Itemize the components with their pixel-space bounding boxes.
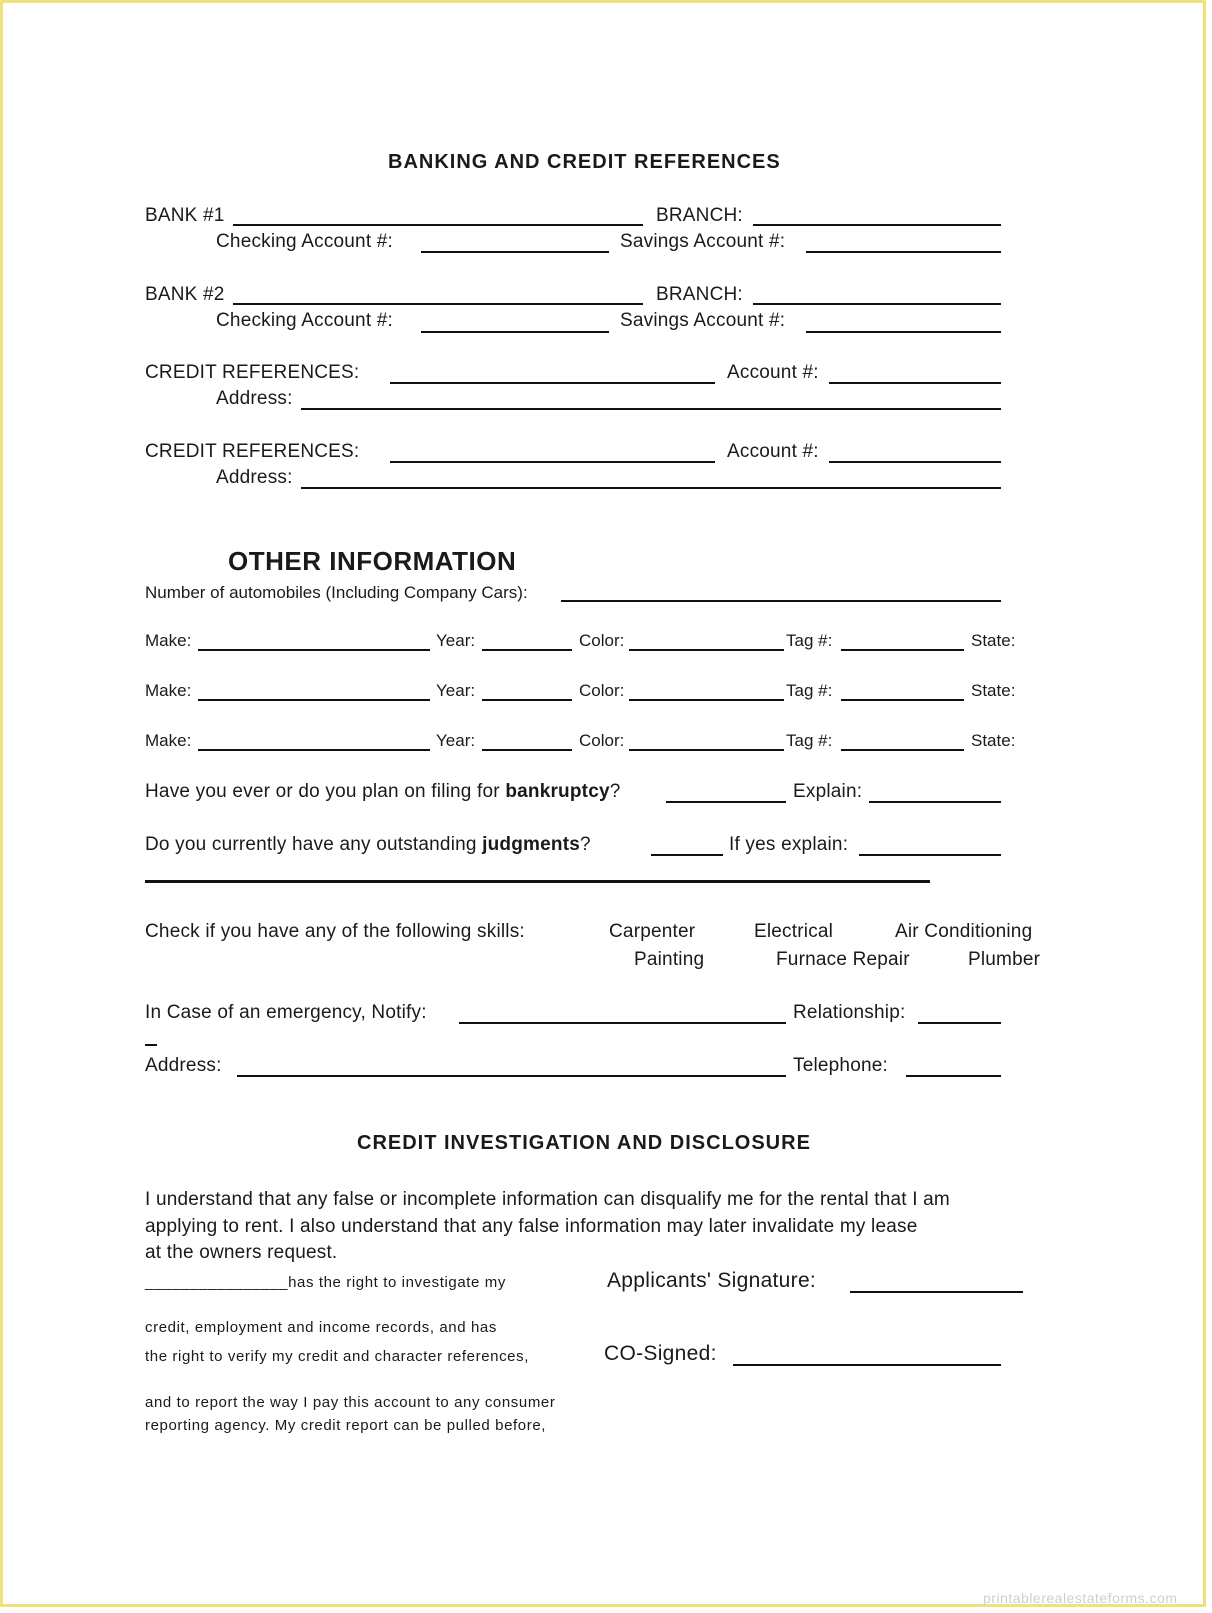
tag1-field[interactable] <box>841 649 964 651</box>
account1-label: Account #: <box>727 362 819 383</box>
color3-field[interactable] <box>629 749 784 751</box>
address2-label: Address: <box>216 467 293 488</box>
skill-electrical[interactable]: Electrical <box>754 921 834 942</box>
disclosure-para-line2: applying to rent. I also understand that any false information may later invalidate my lease <box>145 1216 918 1237</box>
automobiles-label: Number of automobiles (Including Company Cars): <box>145 583 528 602</box>
savings1-field[interactable] <box>806 251 1001 253</box>
judgments-explain-field[interactable] <box>145 880 930 883</box>
year1-label: Year: <box>436 631 476 650</box>
skills-label: Check if you have any of the following skills: <box>145 921 525 942</box>
color2-field[interactable] <box>629 699 784 701</box>
savings1-label: Savings Account #: <box>620 231 786 252</box>
savings2-label: Savings Account #: <box>620 310 786 331</box>
skill-carpenter[interactable]: Carpenter <box>609 921 696 942</box>
disclosure-small-line2: credit, employment and income records, and has <box>145 1319 497 1336</box>
other-info-title: OTHER INFORMATION <box>228 546 517 576</box>
state1-label: State: <box>971 631 1016 650</box>
account2-label: Account #: <box>727 441 819 462</box>
year3-label: Year: <box>436 731 476 750</box>
stray-mark <box>145 1044 157 1046</box>
bank1-field[interactable] <box>233 224 643 226</box>
explain-label: Explain: <box>793 781 863 802</box>
account2-field[interactable] <box>829 461 1001 463</box>
credit-ref1-field[interactable] <box>390 382 715 384</box>
year2-label: Year: <box>436 681 476 700</box>
tag3-label: Tag #: <box>786 731 833 750</box>
disclosure-small-line5: reporting agency. My credit report can be pulled before, <box>145 1417 547 1434</box>
watermark: printablerealestateforms.com <box>983 1590 1178 1606</box>
credit-ref2-field[interactable] <box>390 461 715 463</box>
color3-label: Color: <box>579 731 625 750</box>
bank2-label: BANK #2 <box>145 284 225 305</box>
judgments-question: Do you currently have any outstanding judgments? <box>145 834 591 855</box>
address1-label: Address: <box>216 388 293 409</box>
tag2-field[interactable] <box>841 699 964 701</box>
state2-label: State: <box>971 681 1016 700</box>
tag3-field[interactable] <box>841 749 964 751</box>
co-signed-field[interactable] <box>733 1364 1001 1366</box>
checking2-label: Checking Account #: <box>216 310 394 331</box>
telephone-field[interactable] <box>906 1075 1001 1077</box>
tag2-label: Tag #: <box>786 681 833 700</box>
skill-painting[interactable]: Painting <box>634 949 705 970</box>
color2-label: Color: <box>579 681 625 700</box>
relationship-label: Relationship: <box>793 1002 906 1023</box>
address1-field[interactable] <box>301 408 1001 410</box>
disclosure-para-line3: at the owners request. <box>145 1242 338 1263</box>
disclosure-small-line3: the right to verify my credit and character references, <box>145 1348 529 1365</box>
applicant-signature-label: Applicants' Signature: <box>607 1269 817 1292</box>
make3-label: Make: <box>145 731 192 750</box>
bank1-label: BANK #1 <box>145 205 225 226</box>
skill-furnace-repair[interactable]: Furnace Repair <box>776 949 910 970</box>
emergency-address-field[interactable] <box>237 1075 786 1077</box>
make1-field[interactable] <box>198 649 430 651</box>
if-yes-field[interactable] <box>859 854 1001 856</box>
year2-field[interactable] <box>482 699 572 701</box>
skill-plumber[interactable]: Plumber <box>968 949 1041 970</box>
emergency-field[interactable] <box>459 1022 786 1024</box>
checking1-field[interactable] <box>421 251 609 253</box>
checking2-field[interactable] <box>421 331 609 333</box>
make3-field[interactable] <box>198 749 430 751</box>
account1-field[interactable] <box>829 382 1001 384</box>
state3-label: State: <box>971 731 1016 750</box>
judgments-field[interactable] <box>651 854 723 856</box>
explain-field[interactable] <box>869 801 1001 803</box>
bankruptcy-question: Have you ever or do you plan on filing for bankruptcy? <box>145 781 621 802</box>
make1-label: Make: <box>145 631 192 650</box>
branch2-label: BRANCH: <box>656 284 743 305</box>
applicant-signature-field[interactable] <box>850 1291 1023 1293</box>
year1-field[interactable] <box>482 649 572 651</box>
make2-field[interactable] <box>198 699 430 701</box>
disclosure-small-line4: and to report the way I pay this account to any consumer <box>145 1394 556 1411</box>
disclosure-para-line1: I understand that any false or incomplete information can disqualify me for the rental that I am <box>145 1189 950 1210</box>
color1-field[interactable] <box>629 649 784 651</box>
co-signed-label: CO-Signed: <box>604 1342 717 1365</box>
branch1-field[interactable] <box>753 224 1001 226</box>
emergency-address-label: Address: <box>145 1055 222 1076</box>
disclosure-title: CREDIT INVESTIGATION AND DISCLOSURE <box>357 1132 811 1154</box>
bankruptcy-field[interactable] <box>666 801 786 803</box>
investigator-line: ________________has the right to investigate my <box>145 1274 506 1291</box>
branch2-field[interactable] <box>753 303 1001 305</box>
skill-air-conditioning[interactable]: Air Conditioning <box>895 921 1033 942</box>
make2-label: Make: <box>145 681 192 700</box>
credit-ref2-label: CREDIT REFERENCES: <box>145 441 360 462</box>
credit-ref1-label: CREDIT REFERENCES: <box>145 362 360 383</box>
telephone-label: Telephone: <box>793 1055 888 1076</box>
color1-label: Color: <box>579 631 625 650</box>
automobiles-field[interactable] <box>561 600 1001 602</box>
address2-field[interactable] <box>301 487 1001 489</box>
bank2-field[interactable] <box>233 303 643 305</box>
banking-title: BANKING AND CREDIT REFERENCES <box>388 151 781 173</box>
savings2-field[interactable] <box>806 331 1001 333</box>
investigator-blank[interactable]: ________________ <box>145 1274 289 1291</box>
year3-field[interactable] <box>482 749 572 751</box>
relationship-field[interactable] <box>918 1022 1001 1024</box>
emergency-label: In Case of an emergency, Notify: <box>145 1002 427 1023</box>
checking1-label: Checking Account #: <box>216 231 394 252</box>
branch1-label: BRANCH: <box>656 205 743 226</box>
tag1-label: Tag #: <box>786 631 833 650</box>
if-yes-label: If yes explain: <box>729 834 849 855</box>
